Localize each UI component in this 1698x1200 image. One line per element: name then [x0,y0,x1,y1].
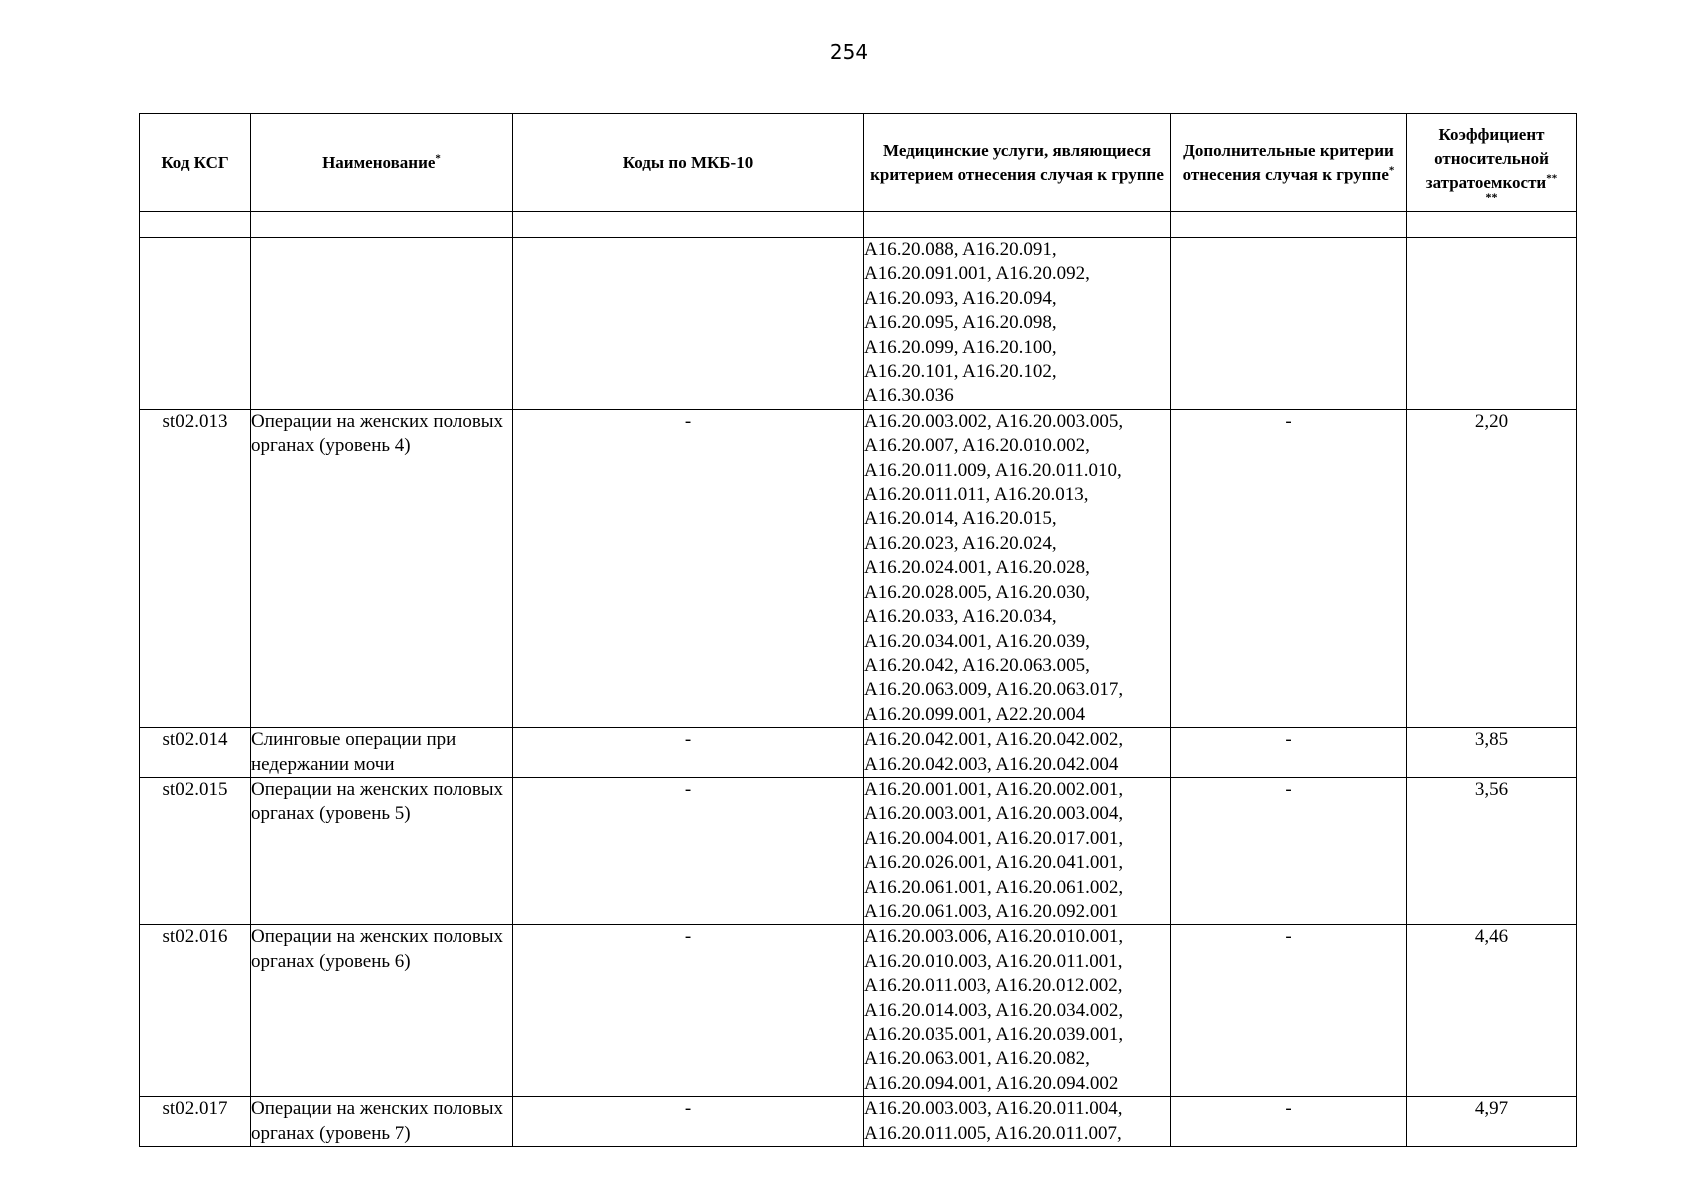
footnote-mark: * [1388,163,1395,176]
ksg-name-cell [251,238,513,410]
criteria-cell [1171,238,1407,410]
service-code-line: A16.20.033, A16.20.034, [864,606,1057,628]
service-code-line: A16.20.011.003, A16.20.012.002, [864,975,1123,997]
service-code-line: A16.20.003.006, A16.20.010.001, [864,926,1124,948]
footnote-mark: * [435,151,441,164]
criteria-cell: - [1171,1097,1407,1147]
criteria-cell: - [1171,925,1407,1097]
ksg-name-cell: Операции на женских половых органах (уровень 5) [251,777,513,924]
services-cell [864,238,1171,410]
service-code-line: A16.20.035.001, A16.20.039.001, [864,1024,1124,1045]
icd-codes-cell: - [513,409,864,727]
service-code-line: A16.20.011.011, A16.20.013, [864,484,1089,506]
ksg-name-cell: Операции на женских половых органах (уровень 7) [251,1097,513,1147]
table-row [140,238,1577,410]
table-row [140,409,1577,727]
header-criteria: Дополнительные критерии отнесения случая к группе* [1171,114,1407,212]
header-icd: Коды по МКБ-10 [513,114,864,212]
service-code-line: A16.20.101, A16.20.102, [864,361,1057,383]
service-code-line: A16.20.093, A16.20.094, [864,287,1057,309]
service-code-line: A16.20.063.001, A16.20.082, [864,1048,1090,1070]
ksg-table [139,113,1577,1147]
service-code-line: A16.20.003.003, A16.20.011.004, [864,1098,1123,1120]
ksg-code-cell [140,238,251,410]
ksg-name-cell: Слинговые операции при недержании мочи [251,728,513,778]
service-code-line: A16.20.095, A16.20.098, [864,312,1057,334]
service-code-line: A16.20.042, A16.20.063.005, [864,654,1090,676]
criteria-cell: - [1171,777,1407,924]
service-code-line: A16.20.088, A16.20.091, [864,239,1057,260]
coefficient-cell: 4,97 [1407,1097,1577,1147]
service-code-line: A16.20.094.001, A16.20.094.002 [864,1072,1119,1094]
coefficient-cell [1407,238,1577,410]
services-cell [864,409,1171,727]
table-row [140,777,1577,924]
table-row [140,1097,1577,1147]
service-code-line: A16.20.063.009, A16.20.063.017, [864,679,1124,701]
service-code-line: A16.20.042.003, A16.20.042.004 [864,753,1119,775]
icd-codes-cell [513,238,864,410]
table-row [140,925,1577,1097]
services-cell [864,728,1171,778]
icd-codes-cell: - [513,777,864,924]
header-name: Наименование* [251,114,513,212]
service-code-line: A16.30.036 [864,385,954,407]
service-code-line: A16.20.014.003, A16.20.034.002, [864,999,1124,1021]
service-code-line: A16.20.003.001, A16.20.003.004, [864,803,1124,825]
coefficient-cell: 2,20 [1407,409,1577,727]
service-code-line: A16.20.024.001, A16.20.028, [864,557,1090,579]
service-code-line: A16.20.042.001, A16.20.042.002, [864,729,1124,751]
header-coef: Коэффициент относительной затратоемкости** ** [1407,114,1577,212]
icd-codes-cell: - [513,925,864,1097]
icd-codes-cell: - [513,728,864,778]
ksg-name-cell: Операции на женских половых органах (уровень 6) [251,925,513,1097]
table-row [140,728,1577,778]
service-code-line: A16.20.010.003, A16.20.011.001, [864,950,1123,972]
service-code-line: A16.20.034.001, A16.20.039, [864,630,1090,652]
footnote-mark: ** [1546,171,1558,184]
service-code-line: A16.20.023, A16.20.024, [864,532,1057,554]
service-code-line: A16.20.011.009, A16.20.011.010, [864,459,1122,481]
services-cell [864,1097,1171,1147]
services-cell [864,925,1171,1097]
table-header-row [140,114,1577,212]
criteria-cell: - [1171,409,1407,727]
service-code-line: A16.20.099.001, A22.20.004 [864,703,1086,725]
footnote-mark: ** [1485,189,1498,204]
criteria-cell: - [1171,728,1407,778]
page-number: 254 [829,40,869,64]
service-code-line: A16.20.091.001, A16.20.092, [864,263,1090,285]
header-services: Медицинские услуги, являющиеся критерием отнесения случая к группе [864,114,1171,212]
coefficient-cell: 4,46 [1407,925,1577,1097]
service-code-line: A16.20.011.005, A16.20.011.007, [864,1122,1122,1144]
service-code-line: A16.20.004.001, A16.20.017.001, [864,827,1124,849]
ksg-code-cell: st02.013 [140,409,251,727]
coefficient-cell: 3,85 [1407,728,1577,778]
service-code-line: A16.20.001.001, A16.20.002.001, [864,778,1124,800]
service-code-line: A16.20.061.001, A16.20.061.002, [864,876,1124,898]
service-code-line: A16.20.028.005, A16.20.030, [864,581,1090,603]
ksg-code-cell: st02.016 [140,925,251,1097]
table-spacer-row [140,212,1577,238]
service-code-line: A16.20.003.002, A16.20.003.005, [864,410,1124,432]
service-code-line: A16.20.099, A16.20.100, [864,336,1057,358]
service-code-line: A16.20.014, A16.20.015, [864,508,1057,530]
service-code-line: A16.20.007, A16.20.010.002, [864,435,1090,457]
icd-codes-cell: - [513,1097,864,1147]
ksg-code-cell: st02.017 [140,1097,251,1147]
coefficient-cell: 3,56 [1407,777,1577,924]
ksg-code-cell: st02.015 [140,777,251,924]
service-code-line: A16.20.026.001, A16.20.041.001, [864,852,1124,874]
ksg-code-cell: st02.014 [140,728,251,778]
ksg-name-cell: Операции на женских половых органах (уровень 4) [251,409,513,727]
header-code: Код КСГ [140,114,251,212]
services-cell [864,777,1171,924]
service-code-line: A16.20.061.003, A16.20.092.001 [864,900,1119,922]
